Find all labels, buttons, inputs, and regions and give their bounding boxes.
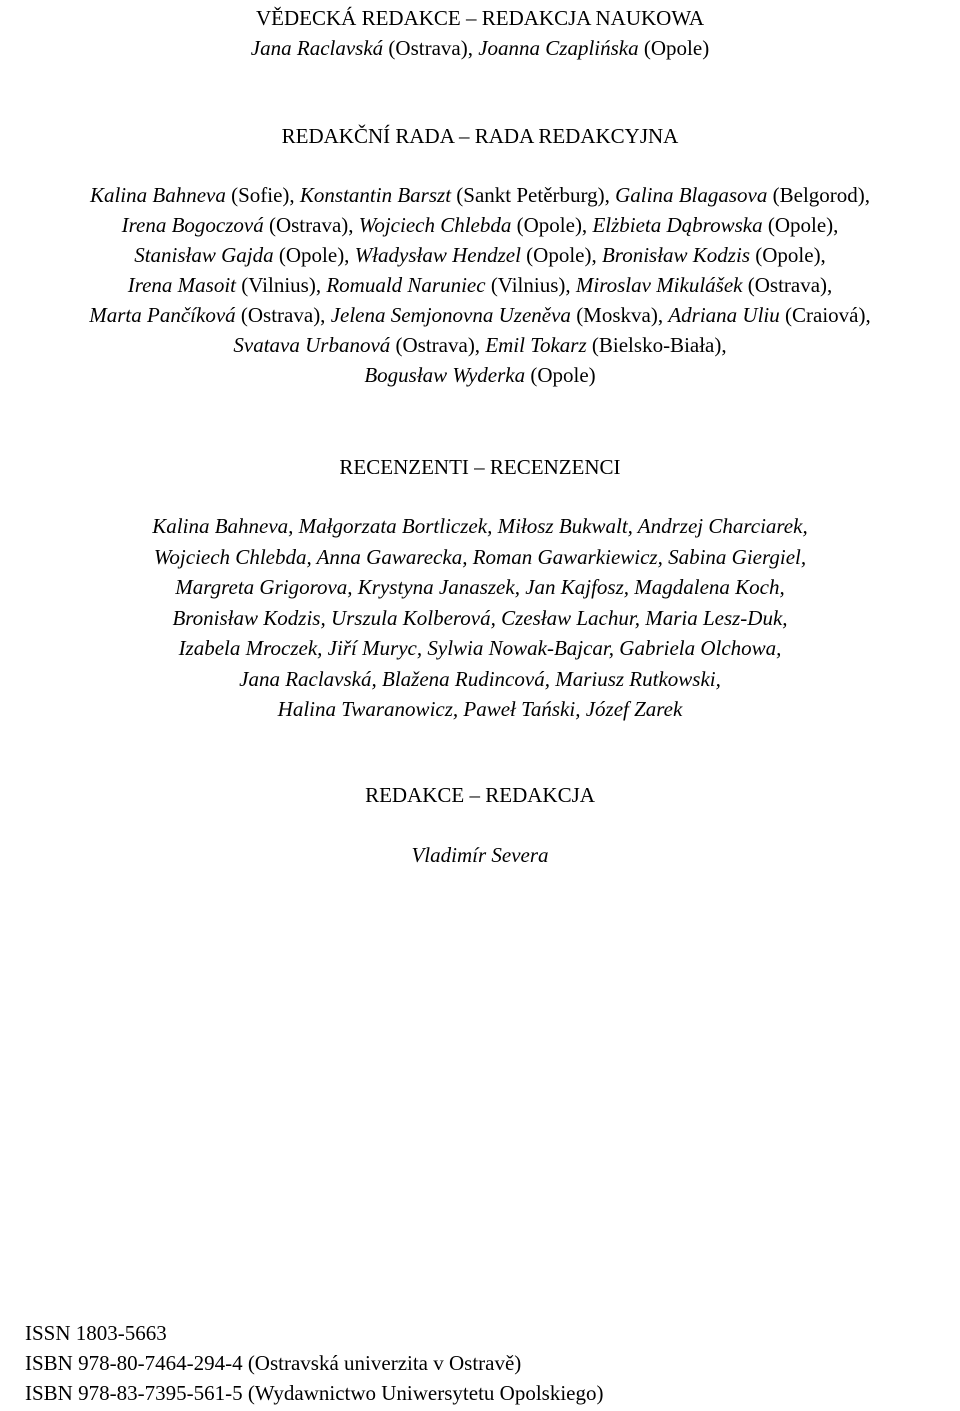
member-name: Marta Pančíková	[89, 303, 236, 327]
member-name: Władysław Hendzel	[354, 243, 521, 267]
member-place: (Vilnius),	[236, 273, 327, 297]
member-place: (Bielsko-Biała),	[586, 333, 727, 357]
member-name: Adriana Uliu	[668, 303, 780, 327]
council-line	[0, 300, 960, 330]
member-name: Kalina Bahneva	[89, 183, 226, 207]
member-place: (Ostrava),	[742, 273, 833, 297]
council-heading: REDAKČNÍ RADA – RADA REDAKCYJNA	[281, 124, 679, 148]
reviewers-line: Izabela Mroczek, Jiří Muryc, Sylwia Nowak-Bajcar, Gabriela Olchowa,	[178, 636, 782, 660]
member-name: Joanna Czaplińska	[478, 36, 639, 60]
member-place: (Moskva),	[570, 303, 669, 327]
editorial-office-heading: REDAKCE – REDAKCJA	[365, 783, 595, 807]
member-name: Bronisław Kodzis	[601, 243, 750, 267]
council-line	[0, 210, 960, 240]
identifiers-block	[25, 1318, 603, 1408]
member-place: (Sankt Petěrburg),	[451, 183, 616, 207]
member-name: Galina Blagasova	[615, 183, 768, 207]
reviewers-line: Margreta Grigorova, Krystyna Janaszek, Jan Kajfosz, Magdalena Koch,	[175, 575, 785, 599]
isbn-line-1: ISBN 978-80-7464-294-4 (Ostravská univerzita v Ostravě)	[25, 1351, 522, 1375]
editorial-board-heading: VĚDECKÁ REDAKCE – REDAKCJA NAUKOWA	[256, 6, 704, 30]
reviewers-line: Bronisław Kodzis, Urszula Kolberová, Czesław Lachur, Maria Lesz-Duk,	[172, 605, 788, 630]
member-place: (Sofie),	[225, 183, 300, 207]
council-line	[0, 360, 960, 390]
member-place: (Opole),	[520, 243, 602, 267]
member-name: Svatava Urbanová	[233, 333, 391, 357]
member-place: (Opole)	[638, 36, 710, 60]
member-place: (Opole),	[750, 243, 826, 267]
member-place: (Ostrava),	[390, 333, 486, 357]
member-name: Irena Bogoczová	[121, 213, 264, 237]
member-place: (Opole),	[762, 213, 839, 237]
member-name: Romuald Naruniec	[326, 273, 486, 297]
reviewers-line: Kalina Bahneva, Małgorzata Bortliczek, Miłosz Bukwalt, Andrzej Charciarek,	[152, 514, 808, 538]
reviewers-heading-block	[0, 452, 960, 482]
member-place: (Belgorod),	[767, 183, 871, 207]
council-heading-block	[0, 121, 960, 151]
member-place: (Opole),	[273, 243, 355, 267]
issn-line: ISSN 1803-5663	[25, 1321, 167, 1345]
member-place: (Vilnius),	[485, 273, 576, 297]
reviewers-line: Halina Twaranowicz, Paweł Tański, Józef Zarek	[277, 697, 683, 721]
member-name: Emil Tokarz	[485, 333, 587, 357]
member-place: (Ostrava),	[383, 36, 479, 60]
member-name: Bogusław Wyderka	[364, 363, 526, 387]
council-line	[0, 330, 960, 360]
editorial-office-editor-block	[0, 840, 960, 870]
editorial-board-members	[0, 33, 960, 63]
member-name: Elżbieta Dąbrowska	[592, 213, 763, 237]
council-list	[0, 180, 960, 390]
member-place: (Ostrava),	[235, 303, 331, 327]
member-place: (Opole)	[525, 363, 596, 387]
member-place: (Opole),	[511, 213, 593, 237]
member-place: (Ostrava),	[263, 213, 359, 237]
editor-name: Vladimír Severa	[411, 843, 549, 867]
council-line	[0, 270, 960, 300]
member-name: Miroslav Mikulášek	[575, 273, 743, 297]
member-name: Irena Masoit	[127, 273, 236, 297]
editorial-office-heading-block	[0, 780, 960, 810]
council-line	[0, 240, 960, 270]
member-place: (Craiová),	[779, 303, 871, 327]
council-line	[0, 180, 960, 210]
reviewers-line: Jana Raclavská, Blažena Rudincová, Mariusz Rutkowski,	[239, 666, 721, 691]
member-name: Jana Raclavská	[250, 36, 384, 60]
reviewers-line: Wojciech Chlebda, Anna Gawarecka, Roman Gawarkiewicz, Sabina Giergiel,	[153, 544, 807, 569]
member-name: Wojciech Chlebda	[358, 213, 512, 237]
editorial-board-section	[0, 3, 960, 63]
reviewers-list	[0, 511, 960, 725]
member-name: Jelena Semjonovna Uzeněva	[330, 303, 571, 327]
member-name: Stanisław Gajda	[134, 243, 274, 267]
reviewers-heading: RECENZENTI – RECENZENCI	[339, 455, 621, 479]
member-name: Konstantin Barszt	[299, 183, 452, 207]
isbn-line-2: ISBN 978-83-7395-561-5 (Wydawnictwo Uniwersytetu Opolskiego)	[25, 1381, 604, 1405]
